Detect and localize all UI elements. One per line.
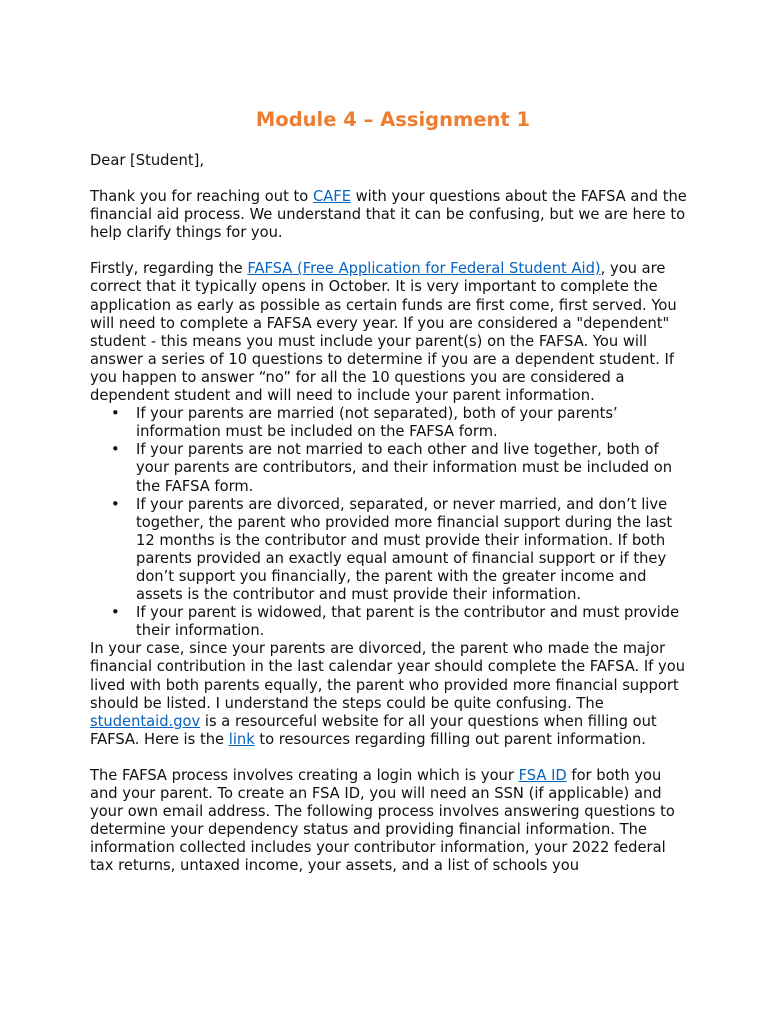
page-title: Module 4 – Assignment 1 bbox=[255, 108, 531, 131]
process-text-2: for both you and your parent. To create an FSA ID, you will need an SSN (if applicable) and your own email address. The following process involves answering questions to determine your dependency status and providing financial information. The information collected includes your contributor information, your 2022 federal tax returns, untaxed income, your assets, and a list of schools you bbox=[90, 766, 675, 875]
intro-text-2: with your questions about the FAFSA and the financial aid process. We understand that it can be confusing, but we are here to help clarify things for you. bbox=[90, 188, 687, 242]
fsa-id-link[interactable]: FSA ID bbox=[518, 766, 567, 784]
list-item: • If your parents are divorced, separated, or never married, and don’t live together, the parent who provided more financial support during the last 12 months is the contributor and must provide their information. If both parents provided an exactly equal amount of financial support or if they don’t support you financially, the parent with the greater income and assets is the contributor and must provide their information. bbox=[90, 496, 690, 605]
list-item: • If your parents are married (not separated), both of your parents’ information must be included on the FAFSA form. bbox=[90, 405, 690, 441]
intro-paragraph bbox=[90, 188, 690, 242]
divorced-case-paragraph bbox=[90, 640, 690, 749]
list-item: • If your parent is widowed, that parent is the contributor and must provide their information. bbox=[90, 604, 690, 640]
intro-text-1: Thank you for reaching out to bbox=[90, 188, 313, 206]
cafe-link[interactable]: CAFE bbox=[312, 188, 351, 206]
list-item: • If your parents are not married to each other and live together, both of your parents are contributors, and their information must be included on the FAFSA form. bbox=[90, 441, 690, 495]
parent-rules-list bbox=[90, 405, 690, 640]
fafsa-link[interactable]: FAFSA (Free Application for Federal Student Aid) bbox=[247, 260, 601, 278]
case-text-1: In your case, since your parents are divorced, the parent who made the major financial contribution in the last calendar year should complete the FAFSA. If you lived with both parents equally, the parent who provided more financial support should be listed. I understand the steps could be quite confusing. The bbox=[90, 640, 686, 712]
document-page bbox=[90, 108, 690, 875]
process-paragraph bbox=[90, 767, 690, 876]
fafsa-paragraph bbox=[90, 260, 690, 405]
fafsa-text-1: Firstly, regarding the bbox=[90, 260, 248, 278]
process-text-1: The FAFSA process involves creating a login which is your bbox=[90, 766, 519, 784]
parent-info-link[interactable]: link bbox=[228, 730, 255, 748]
fafsa-text-2: , you are correct that it typically opens in October. It is very important to complete the application as early as possible as certain funds are first come, first served. You will need to complete a FAFSA every year. If you are considered a "dependent" student - this means you must include your parent(s) on the FAFSA. You will answer a series of 10 questions to determine if you are a dependent student. If you happen to answer “no” for all the 10 questions you are considered a dependent student and will need to include your parent information. bbox=[90, 260, 677, 405]
greeting: Dear [Student], bbox=[90, 152, 205, 169]
studentaid-link[interactable]: studentaid.gov bbox=[90, 712, 201, 730]
case-text-3: to resources regarding filling out parent information. bbox=[254, 730, 646, 748]
case-text-2: is a resourceful website for all your questions when filling out FAFSA. Here is the bbox=[90, 712, 657, 748]
